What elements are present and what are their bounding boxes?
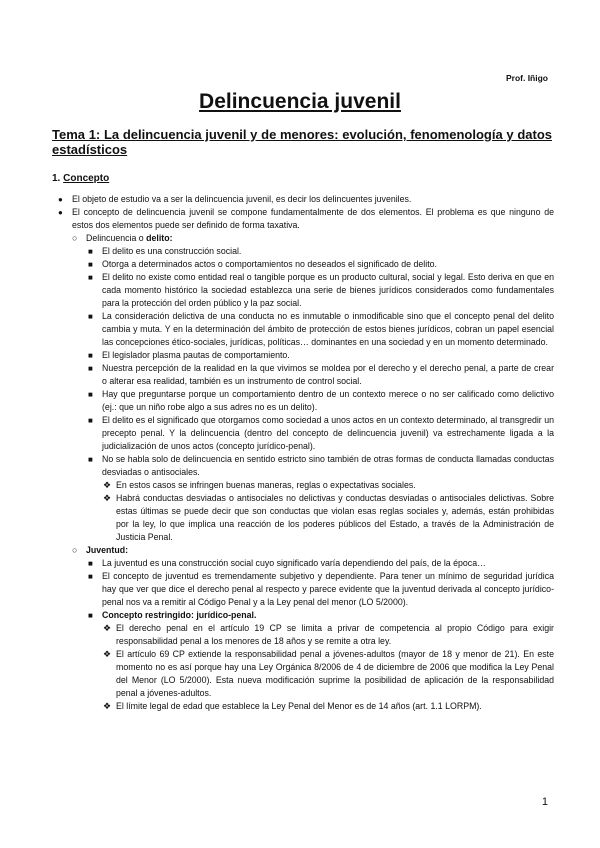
bullet-square-icon: ■ bbox=[88, 416, 93, 425]
bullet-square-icon: ■ bbox=[88, 455, 93, 464]
section-heading bbox=[52, 173, 109, 184]
juventud-item: ○ Juventud: ■ La juventud es una construcción social cuyo significado varía dependiendo del país, de la época… ■ El concepto de juventud es tremendamente subjetivo y dependiente. Para tener un mínimo de seguridad jurídica hay que ver que dice el derecho penal al respecto y parece evidente que la juventud derivada al concepto jurídico-penal nos va a remitir al Código Penal y a la Ley penal del menor (LO 5/2000). ■ Concepto restringido: jurídico-penal. ❖ El derecho penal en el artículo 19 CP se limita a privar de competencia al propio Código para exigir responsabilidad penal a los menores de 18 años y se remite a otra ley. ❖ El artículo 69 CP extiende la responsabilidad penal a jóvenes-adultos (mayor de 18 y menor de 21). En este momento no es así porque hay una Ley Orgánica 8/2006 de 4 de diciembre de 2006 que modifica la Ley Penal del Menor (LO 5/2000). Esta nueva modificación suprime la posibilidad de aplicación de la responsabilidad penal a jóvenes-adultos. ❖ El límite legal de edad que establece la Ley Penal del Menor es de 14 años (art. 1.1 LORPM). bbox=[72, 545, 554, 711]
bullet-square-icon: ■ bbox=[88, 559, 93, 568]
list-item: ■ El delito es el significado que otorgamos como sociedad a unos actos en un contexto determinado, al transgredir un precepto penal. Y la delincuencia (dentro del concepto de delincuencia juvenil) va estrechamente ligada a la judicialización de unos actos (concepto jurídico-penal). bbox=[88, 415, 554, 451]
tema-heading: Tema 1: La delincuencia juvenil y de menores: evolución, fenomenología y datos estadísticos bbox=[52, 127, 552, 157]
restringido-list bbox=[102, 622, 554, 713]
bullet-dot-icon: ● bbox=[58, 195, 63, 204]
list-item: ❖ Habrá conductas desviadas o antisociales no delictivas y conductas desviadas o antisociales delictivas. Sobre estas últimas se puede decir que son conductas que violan esas reglas sociales y, además, están prohibidas por la ley, lo que implica una reacción de los poderes públicos del Estado, a través de la Administración de Justicia Penal. bbox=[103, 493, 554, 542]
bullet-square-icon: ■ bbox=[88, 247, 93, 256]
bullet-square-icon: ■ bbox=[88, 260, 93, 269]
bullet-square-icon: ■ bbox=[88, 273, 93, 282]
juventud-list bbox=[86, 557, 554, 713]
list-item: ■ El concepto de juventud es tremendamente subjetivo y dependiente. Para tener un mínimo de seguridad jurídica hay que ver que dice el derecho penal al respecto y parece evidente que la juventud derivada al concepto jurídico-penal nos va a remitir al Código Penal y a la Ley penal del menor (LO 5/2000). bbox=[88, 571, 554, 607]
delito-item: ○ Delincuencia o delito: ■ El delito es una construcción social. ■ Otorga a determinados actos o comportamientos no deseados el significado de delito. ■ El delito no existe como entidad real o tangible porque es un producto cultural, social y legal. Esto deriva en que en cada momento histórico la sociedad establezca una serie de bienes jurídicos considerados como fundamentales para la protección del orden público y la paz social. ■ La consideración delictiva de una conducta no es inmutable o inmodificable sino que el concepto penal del delito cambia y muta. Y en la determinación del ámbito de protección de estos bienes jurídicos, cobran un papel esencial las concepciones ético-sociales, jurídicas, políticas… dominantes en una sociedad y en un momento determinado. ■ El legislador plasma pautas de comportamiento. ■ Nuestra percepción de la realidad en la que vivimos se moldea por el derecho y el derecho penal, a parte de crear o alterar esa realidad, también es un instrumento de control social. ■ Hay que preguntarse porque un comportamiento dentro de un contexto merece o no ser calificado como delictivo (ej.: que un niño robe algo a sus adres no es un delito). ■ El delito es el significado que otorgamos como sociedad a unos actos en un contexto determinado, al transgredir un precepto penal. Y la delincuencia (dentro del concepto de delincuencia juvenil) va estrechamente ligada a la judicialización de unos actos (concepto jurídico-penal). ■ No se habla solo de delincuencia en sentido estricto sino también de otras formas de conducta llamadas conductas desviadas o antisociales. ❖ En estos casos se infringen buenas maneras, reglas o expectativas sociales. ❖ Habrá conductas desviadas o antisociales no delictivas y conductas desviadas o antisociales delictivas. Sobre estas últimas se puede decir que son conductas que violan esas reglas sociales y, además, están prohibidas por la ley, lo que implica una reacción de los poderes públicos del Estado, a través de la Administración de Justicia Penal. bbox=[72, 233, 554, 542]
list-item: ■ Hay que preguntarse porque un comportamiento dentro de un contexto merece o no ser calificado como delictivo (ej.: que un niño robe algo a sus adres no es un delito). bbox=[88, 389, 554, 412]
bullet-diamond-icon: ❖ bbox=[103, 623, 112, 633]
delito-list bbox=[86, 245, 554, 544]
list-item: ■ Nuestra percepción de la realidad en la que vivimos se moldea por el derecho y el derecho penal, a parte de crear o alterar esa realidad, también es un instrumento de control social. bbox=[88, 363, 554, 386]
list-item: ❖ El artículo 69 CP extiende la responsabilidad penal a jóvenes-adultos (mayor de 18 y menor de 21). En este momento no es así porque hay una Ley Orgánica 8/2006 de 4 de diciembre de 2006 que modifica la Ley Penal del Menor (LO 5/2000). Esta nueva modificación suprime la posibilidad de aplicación de la responsabilidad penal a jóvenes-adultos. bbox=[103, 649, 554, 698]
bullet-diamond-icon: ❖ bbox=[103, 701, 112, 711]
list-item: ■ No se habla solo de delincuencia en sentido estricto sino también de otras formas de conducta llamadas conductas desviadas o antisociales. ❖ En estos casos se infringen buenas maneras, reglas o expectativas sociales. ❖ Habrá conductas desviadas o antisociales no delictivas y conductas desviadas o antisociales delictivas. Sobre estas últimas se puede decir que son conductas que violan esas reglas sociales y, además, están prohibidas por la ley, lo que implica una reacción de los poderes públicos del Estado, a través de la Administración de Justicia Penal. bbox=[88, 454, 554, 542]
list-item: ■ La juventud es una construcción social cuyo significado varía dependiendo del país, de la época… bbox=[88, 558, 486, 568]
bullet-square-icon: ■ bbox=[88, 390, 93, 399]
list-item: ❖ En estos casos se infringen buenas maneras, reglas o expectativas sociales. bbox=[103, 480, 416, 490]
bullet-diamond-icon: ❖ bbox=[103, 649, 112, 659]
list-item: ● El concepto de delincuencia juvenil se compone fundamentalmente de dos elementos. El problema es que ninguno de estos dos elementos puede ser definido de forma taxativa. ○ Delincuencia o delito: ■ El delito es una construcción social. ■ Otorga a determinados actos o comportamientos no deseados el significado de delito. ■ El delito no existe como entidad real o tangible porque es un producto cultural, social y legal. Esto deriva en que en cada momento histórico la sociedad establezca una serie de bienes jurídicos considerados como fundamentales para la protección del orden público y la paz social. ■ La consideración delictiva de una conducta no es inmutable o inmodificable sino que el concepto penal del delito cambia y muta. Y en la determinación del ámbito de protección de estos bienes jurídicos, cobran un papel esencial las concepciones ético-sociales, jurídicas, políticas… dominantes en una sociedad y en un momento determinado. ■ El legislador plasma pautas de comportamiento. ■ Nuestra percepción de la realidad en la que vivimos se moldea por el derecho y el derecho penal, a parte de crear o alterar esa realidad, también es un instrumento de control social. ■ Hay que preguntarse porque un comportamiento dentro de un contexto merece o no ser calificado como delictivo (ej.: que un niño robe algo a sus adres no es un delito). ■ El delito es el significado que otorgamos como sociedad a unos actos en un contexto determinado, al transgredir un precepto penal. Y la delincuencia (dentro del concepto de delincuencia juvenil) va estrechamente ligada a la judicialización de unos actos (concepto jurídico-penal). ■ No se habla solo de delincuencia en sentido estricto sino también de otras formas de conducta llamadas conductas desviadas o antisociales. ❖ En estos casos se infringen buenas maneras, reglas o expectativas sociales. ❖ Habrá conductas desviadas o antisociales no delictivas y conductas desviadas o antisociales delictivas. Sobre estas últimas se puede decir que son conductas que violan esas reglas sociales y, además, están prohibidas por la ley, lo que implica una reacción de los poderes públicos del Estado, a través de la Administración de Justicia Penal. ○ Juventud: ■ La juventud es una construcción social cuyo significado varía dependiendo del país, de la época… ■ El concepto de juventud es tremendamente subjetivo y dependiente. Para tener un mínimo de seguridad jurídica hay que ver que dice el derecho penal al respecto y parece evidente que la juventud derivada al concepto jurídico-penal nos va a remitir al Código Penal y a la Ley penal del menor (LO 5/2000). ■ Concepto restringido: jurídico-penal. ❖ El derecho penal en el artículo 19 CP se limita a privar de competencia al propio Código para exigir responsabilidad penal a los menores de 18 años y se remite a otra ley. ❖ El artículo 69 CP extiende la responsabilidad penal a jóvenes-adultos (mayor de 18 y menor de 21). En este momento no es así porque hay una Ley Orgánica 8/2006 de 4 de diciembre de 2006 que modifica la Ley Penal del Menor (LO 5/2000). Esta nueva modificación suprime la posibilidad de aplicación de la responsabilidad penal a jóvenes-adultos. ❖ El límite legal de edad que establece la Ley Penal del Menor es de 14 años (art. 1.1 LORPM). bbox=[58, 207, 554, 711]
bullet-square-icon: ■ bbox=[88, 351, 93, 360]
list-item: ■ El delito no existe como entidad real o tangible porque es un producto cultural, social y legal. Esto deriva en que en cada momento histórico la sociedad establezca una serie de bienes jurídicos considerados como fundamentales para la protección del orden público y la paz social. bbox=[88, 272, 554, 308]
bullet-dot-icon: ● bbox=[58, 208, 63, 217]
section-title: Concepto bbox=[63, 173, 110, 184]
list-item: ❖ El límite legal de edad que establece la Ley Penal del Menor es de 14 años (art. 1.1 LORPM). bbox=[103, 701, 482, 711]
concept-list bbox=[72, 232, 554, 713]
list-item: ● El objeto de estudio va a ser la delincuencia juvenil, es decir los delincuentes juveniles. bbox=[58, 194, 412, 204]
section-number: 1. bbox=[52, 173, 61, 184]
list-item: ■ La consideración delictiva de una conducta no es inmutable o inmodificable sino que el concepto penal del delito cambia y muta. Y en la determinación del ámbito de protección de estos bienes jurídicos, cobran un papel esencial las concepciones ético-sociales, jurídicas, políticas… dominantes en una sociedad y en un momento determinado. bbox=[88, 311, 554, 347]
bullet-diamond-icon: ❖ bbox=[103, 480, 112, 490]
document-body bbox=[52, 193, 554, 713]
bullet-circle-icon: ○ bbox=[72, 233, 78, 243]
list-item: ■ Concepto restringido: jurídico-penal. ❖ El derecho penal en el artículo 19 CP se limita a privar de competencia al propio Código para exigir responsabilidad penal a los menores de 18 años y se remite a otra ley. ❖ El artículo 69 CP extiende la responsabilidad penal a jóvenes-adultos (mayor de 18 y menor de 21). En este momento no es así porque hay una Ley Orgánica 8/2006 de 4 de diciembre de 2006 que modifica la Ley Penal del Menor (LO 5/2000). Esta nueva modificación suprime la posibilidad de aplicación de la responsabilidad penal a jóvenes-adultos. ❖ El límite legal de edad que establece la Ley Penal del Menor es de 14 años (art. 1.1 LORPM). bbox=[88, 610, 554, 711]
bullet-square-icon: ■ bbox=[88, 572, 93, 581]
page-number: 1 bbox=[541, 796, 548, 808]
bullet-diamond-icon: ❖ bbox=[103, 493, 112, 503]
conductas-list bbox=[102, 479, 554, 544]
bullet-square-icon: ■ bbox=[88, 611, 93, 620]
bullet-circle-icon: ○ bbox=[72, 545, 78, 555]
list-item: ■ Otorga a determinados actos o comportamientos no deseados el significado de delito. bbox=[88, 259, 437, 269]
bullet-square-icon: ■ bbox=[88, 312, 93, 321]
list-item: ■ El legislador plasma pautas de comportamiento. bbox=[88, 350, 290, 360]
author-label: Prof. Iñigo bbox=[505, 73, 548, 83]
bullet-square-icon: ■ bbox=[88, 364, 93, 373]
document-title: Delincuencia juvenil bbox=[199, 90, 401, 113]
main-bullet-list bbox=[52, 193, 554, 713]
list-item: ■ El delito es una construcción social. bbox=[88, 246, 242, 256]
list-item: ❖ El derecho penal en el artículo 19 CP se limita a privar de competencia al propio Código para exigir responsabilidad penal a los menores de 18 años y se remite a otra ley. bbox=[103, 623, 554, 646]
